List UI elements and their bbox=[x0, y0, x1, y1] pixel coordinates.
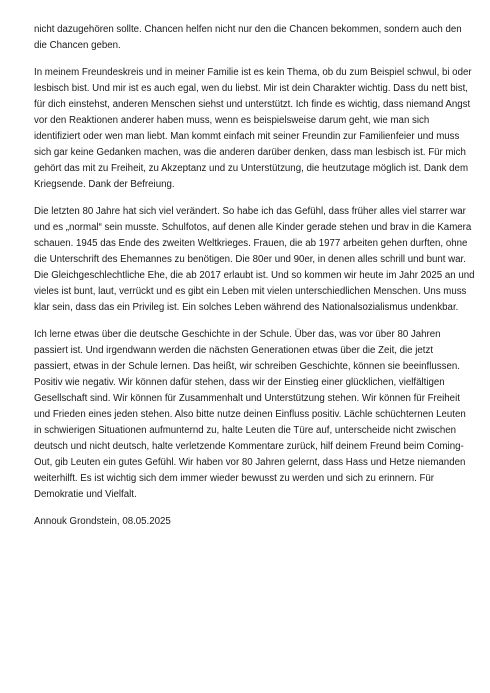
text-line: klar sein, dass das ein Privileg ist. Ein solches Leben während des Nationalsozialismus undenkbar. bbox=[34, 302, 459, 313]
paragraph-school-history bbox=[34, 327, 466, 503]
text-line: und es „normal“ sein musste. Schulfotos, auf denen alle Kinder gerade stehen und brav in die Kamera bbox=[34, 222, 472, 233]
text-line: Die letzten 80 Jahre hat sich viel verändert. So habe ich das Gefühl, dass früher alles viel starrer war bbox=[34, 206, 466, 217]
text-line: identifiziert oder wen man liebt. Man kommt einfach mit seiner Freundin zur Familienfeier und muss bbox=[34, 131, 460, 142]
text-line: Out, gib Leuten ein gutes Gefühl. Wir haben vor 80 Jahren gelernt, dass Hass und Hetze niemanden bbox=[34, 457, 466, 468]
text-line: die Chancen geben. bbox=[34, 40, 121, 51]
text-line: Ich lerne etwas über die deutsche Geschichte in der Schule. Über das, was vor über 80 Jahren bbox=[34, 329, 441, 340]
text-line: Die Gleichgeschlechtliche Ehe, die ab 2017 erlaubt ist. Und so kommen wir heute im Jahr 2025 an und bbox=[34, 270, 475, 281]
text-line: Gesellschaft sind. Wir können für Zusammenhalt und Unterstützung stehen. Wir können für Freiheit bbox=[34, 393, 460, 404]
text-line: die Unterschrift des Ehemannes zu benötigen. Die 80er und 90er, in denen alles schrill und bunt war. bbox=[34, 254, 466, 265]
text-line: sich gar keine Gedanken machen, was die anderen darüber denken, dass man lesbisch ist. Für mich bbox=[34, 147, 466, 158]
text-line: für dich einstehst, anderen Menschen siehst und unterstützt. Ich finde es wichtig, dass niemand Angst bbox=[34, 99, 471, 110]
text-line: und Frieden eines jeden stehen. Also bitte nutze deinen Einfluss positiv. Lächle schüchternen Leuten bbox=[34, 409, 466, 420]
text-line: passiert, etwas in der Schule lernen. Das heißt, wir schreiben Geschichte, können sie beeinflussen. bbox=[34, 361, 460, 372]
text-line: Positiv wie negativ. Wir können dafür stehen, dass wir der Einstieg einer glücklichen, vielfältigen bbox=[34, 377, 445, 388]
text-line: gehört das mit zu Freiheit, zu Akzeptanz und zu Unterstützung, die heutzutage möglich ist. Dank dem bbox=[34, 163, 469, 174]
paragraph-friends-family bbox=[34, 65, 472, 193]
text-line: Kriegsende. Dank der Befreiung. bbox=[34, 179, 175, 190]
author-date-line: Annouk Grondstein, 08.05.2025 bbox=[34, 516, 171, 527]
text-line: weiterhilft. Es ist wichtig sich dem immer wieder bewusst zu werden und sich zu erinnern. Für bbox=[34, 473, 435, 484]
text-line: vieles ist bunt, laut, verrückt und es gibt ein Leben mit vielen unterschiedlichen Menschen. Uns muss bbox=[34, 286, 467, 297]
signature bbox=[34, 514, 456, 530]
text-line: Demokratie und Vielfalt. bbox=[34, 489, 137, 500]
text-line: passiert ist. Und irgendwann werden die nächsten Generationen etwas über die Zeit, die jetzt bbox=[34, 345, 434, 356]
text-line: lesbisch bist. Und mir ist es auch egal, wen du liebst. Mir ist dein Charakter wichtig. Dass du nett bist, bbox=[34, 83, 468, 94]
paragraph-history-change bbox=[34, 204, 475, 316]
text-line: in schwierigen Situationen aufmunternd zu, halte Leuten die Türe auf, unterscheide nicht zwischen bbox=[34, 425, 457, 436]
text-line: deutsch und nicht deutsch, halte verletzende Kommentare zurück, hilf deinem Freund beim Coming- bbox=[34, 441, 464, 452]
text-line: vor den Reaktionen anderer haben muss, wenn es beispielsweise darum geht, wie man sich bbox=[34, 115, 430, 126]
text-line: schauen. 1945 das Ende des zweiten Weltkrieges. Frauen, die ab 1977 arbeiten gehen durften, ohne bbox=[34, 238, 468, 249]
text-line: nicht dazugehören sollte. Chancen helfen nicht nur den die Chancen bekommen, sondern auch den bbox=[34, 24, 462, 35]
text-line: In meinem Freundeskreis und in meiner Familie ist es kein Thema, ob du zum Beispiel schwul, bi oder bbox=[34, 67, 472, 78]
paragraph-intro bbox=[34, 22, 462, 54]
